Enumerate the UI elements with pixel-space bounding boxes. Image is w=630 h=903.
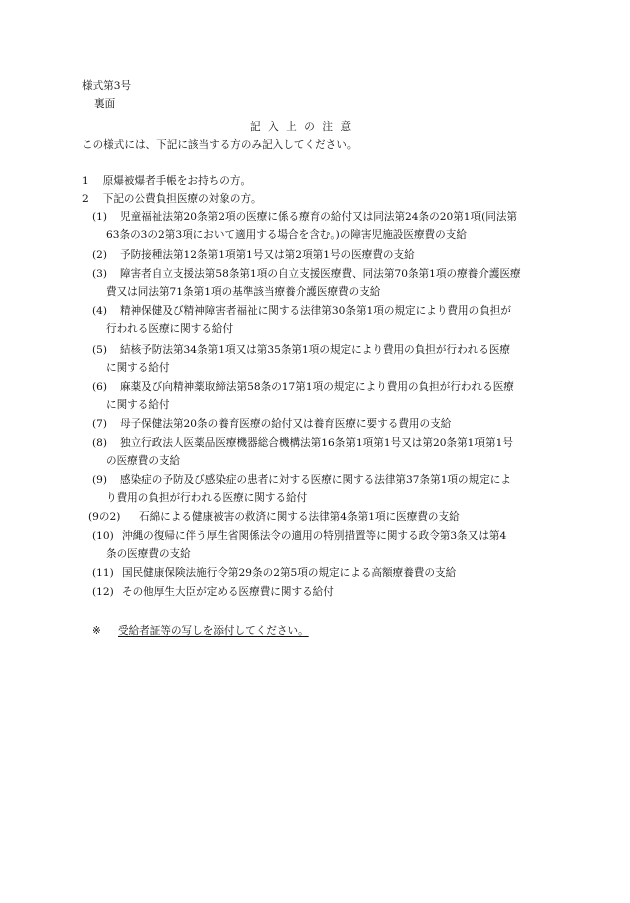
item-text-line1: 児童福祉法第20条第2項の医療に係る療育の給付又は同法第24条の20第1項(同法第 [120,211,518,223]
item-text-line2: に関する給付 [106,362,170,374]
item-number: (6) [92,381,108,393]
item-text-line1: 石綿による健康被害の救済に関する法律第4条第1項に医療費の支給 [139,511,460,523]
item-number: (4) [92,305,108,317]
item-text-line2: の医療費の支給 [106,455,181,467]
item-number: (11) [92,567,114,579]
attachment-note [92,622,309,640]
item-number: (7) [92,418,108,430]
item-text-line1: 麻薬及び向精神薬取締法第58条の17第1項の規定により費用の負担が行われる医療 [120,381,514,393]
item-text-line2: 行われる医療に関する給付 [106,323,234,335]
item-number: (8) [92,437,108,449]
intro-text: この様式には、下記に該当する方のみ記入してください。 [82,139,358,151]
condition-number: 2 [82,193,89,205]
item-text-line2: り費用の負担が行われる医療に関する給付 [106,492,308,504]
condition-2 [82,190,262,208]
item-text-line1: 感染症の予防及び感染症の患者に対する医療に関する法律第37条第1項の規定によ [120,474,511,486]
reference-mark: ※ [92,625,101,637]
attachment-note-text: 受給者証等の写しを添付してください。 [118,625,309,637]
condition-text: 下記の公費負担医療の対象の方。 [102,193,262,205]
item-text-line2: 条の医療費の支給 [106,548,191,560]
item-number: (10) [92,530,114,542]
item-text-line1: 障害者自立支援法第58条第1項の自立支援医療費、同法第70条第1項の療養介護医療 [120,268,521,280]
condition-number: 1 [82,175,89,187]
item-text-line1: 母子保健法第20条の養育医療の給付又は養育医療に要する費用の支給 [120,418,452,430]
item-text-line1: 沖縄の復帰に伴う厚生省関係法令の適用の特別措置等に関する政令第3条又は第4 [122,530,507,542]
item-number: (9の2) [88,511,121,523]
condition-text: 原爆被爆者手帳をお持ちの方。 [102,175,252,187]
item-number: (9) [92,474,108,486]
item-text-line1: その他厚生大臣が定める医療費に関する給付 [122,586,334,598]
item-text-line2: 費又は同法第71条第1項の基準該当療養介護医療費の支給 [106,286,381,298]
item-number: (12) [92,586,114,598]
item-number: (5) [92,344,108,356]
item-text-line1: 結核予防法第34条第1項又は第35条第1項の規定により費用の負担が行われる医療 [120,344,511,356]
page-title: 記入上の注意 [250,121,359,133]
item-text-line1: 精神保健及び精神障害者福祉に関する法律第30条第1項の規定により費用の負担が [120,305,511,317]
item-text-line1: 独立行政法人医薬品医療機器総合機構法第16条第1項第1号又は第20条第1項第1号 [120,437,513,449]
item-number: (3) [92,268,108,280]
item-text-line2: に関する給付 [106,399,170,411]
item-text-line2: 63条の3の2第3項において適用する場合を含む。)の障害児施設医療費の支給 [106,229,467,241]
item-text-line1: 国民健康保険法施行令第29条の2第5項の規定による高額療養費の支給 [122,567,457,579]
form-number: 様式第3号 [82,80,132,92]
item-number: (1) [92,211,108,223]
condition-1 [82,172,251,190]
item-text-line1: 予防接種法第12条第1項第1号又は第2項第1号の医療費の支給 [120,249,415,261]
page-side-label: 裏面 [94,98,116,110]
item-number: (2) [92,249,108,261]
